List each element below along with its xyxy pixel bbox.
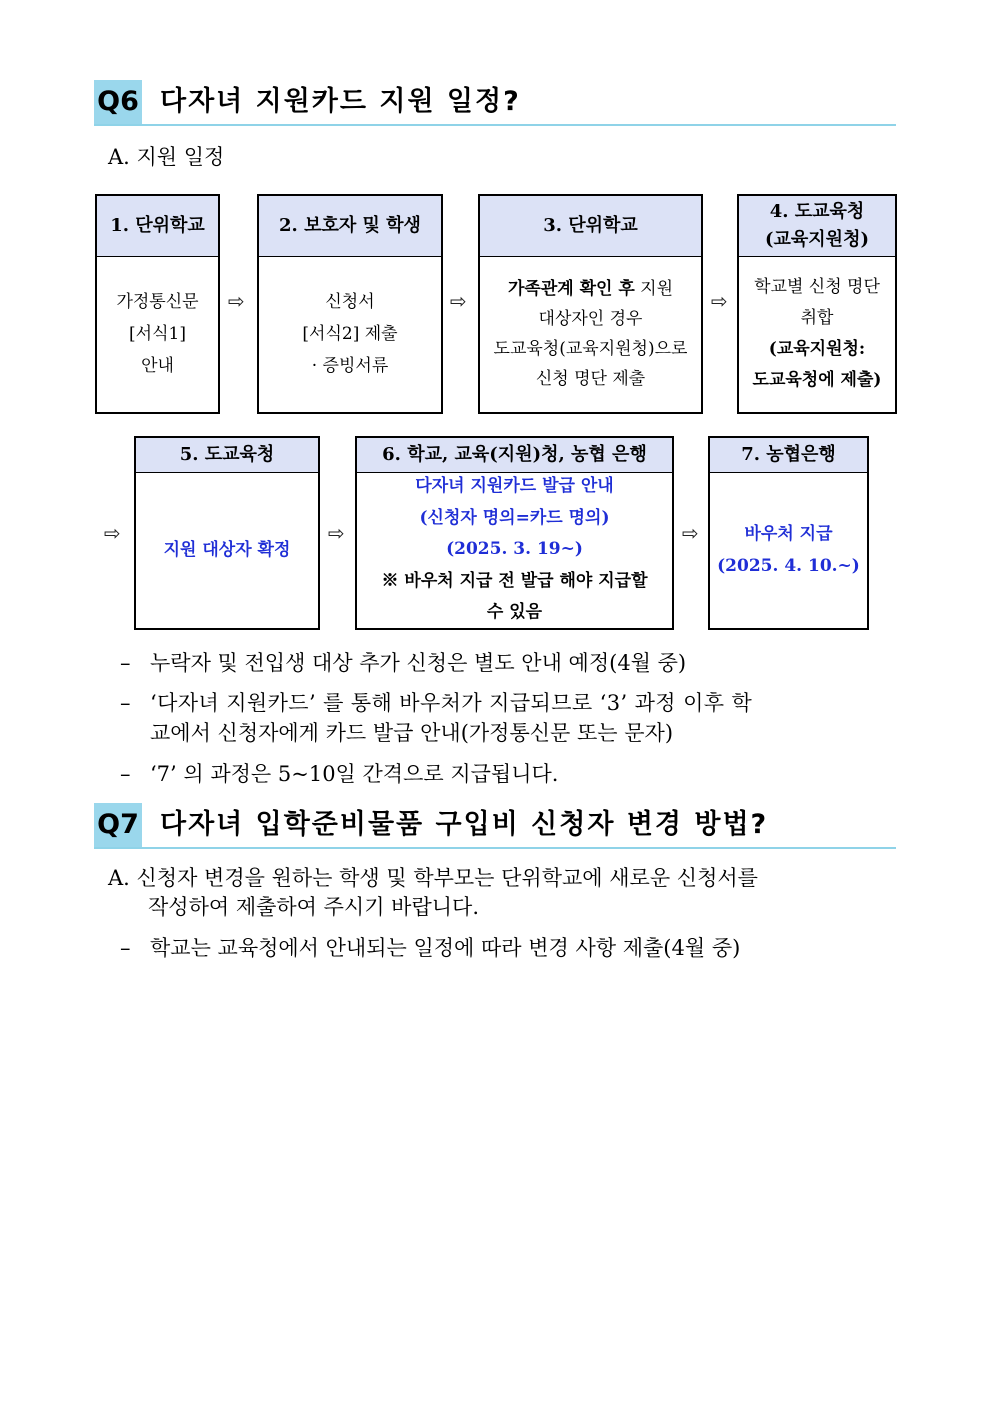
arrow-icon: ⇨ <box>711 289 728 313</box>
note-1: 누락자 및 전입생 대상 추가 신청은 별도 안내 예정(4월 중) <box>150 651 687 675</box>
note-2-cont: 교에서 신청자에게 카드 발급 안내(가정통신문 또는 문자) <box>150 721 674 745</box>
step-6-line: (신청자 명의=카드 명의) <box>419 507 610 528</box>
step-2-title: 2. 보호자 및 학생 <box>279 215 421 236</box>
step-5-line: 지원 대상자 확정 <box>163 540 291 560</box>
step-4-line: 취합 <box>800 308 834 328</box>
step-5-header <box>136 438 318 473</box>
step-7-line: (2025. 4. 10.~) <box>717 556 860 576</box>
q7-note: 학교는 교육청에서 안내되는 일정에 따라 변경 사항 제출(4월 중) <box>150 936 741 960</box>
step-5-body <box>136 472 318 628</box>
step-1-line: 안내 <box>141 356 174 376</box>
q7-answer-line1: A. 신청자 변경을 원하는 학생 및 학부모는 단위학교에 새로운 신청서를 <box>108 866 758 890</box>
step-3-line: 대상자인 경우 <box>538 309 643 329</box>
step-6-line: 다자녀 지원카드 발급 안내 <box>415 476 614 497</box>
step-6-title: 6. 학교, 교육(지원)청, 농협 은행 <box>382 444 647 465</box>
step-3-line <box>508 274 673 304</box>
step-4-title: 4. 도교육청 <box>769 201 865 222</box>
step-5-box <box>134 436 320 630</box>
step-7-title: 7. 농협은행 <box>741 444 836 465</box>
step-7-box <box>708 436 869 630</box>
step-7-body <box>710 472 867 628</box>
bullet-dash: – <box>120 651 131 675</box>
bullet-dash: – <box>120 762 131 786</box>
step-2-header <box>259 196 441 257</box>
step-6-box <box>355 436 674 630</box>
step-2-box <box>257 194 443 414</box>
step-1-header <box>97 196 218 257</box>
step-4-box <box>737 194 897 414</box>
step-4-body <box>739 256 895 412</box>
step-5-title: 5. 도교육청 <box>179 444 275 465</box>
step-7-line: 바우처 지급 <box>744 524 833 544</box>
step-6-line: 수 있음 <box>486 602 543 623</box>
step-3-rest: 지원 <box>634 279 674 299</box>
step-3-bold: 가족관계 확인 후 <box>507 279 635 299</box>
note-3: ‘7’ 의 과정은 5~10일 간격으로 지급됩니다. <box>150 762 559 786</box>
step-1-line: 가정통신문 <box>116 292 199 312</box>
q7-badge: Q7 <box>94 803 142 847</box>
q6-title: 다자녀 지원카드 지원 일정? <box>160 86 521 117</box>
step-2-line: · 증빙서류 <box>311 356 389 376</box>
arrow-icon: ⇨ <box>104 521 121 545</box>
step-6-body <box>357 472 672 628</box>
step-4-header <box>739 196 895 257</box>
step-3-box <box>478 194 703 414</box>
note-2: ‘다자녀 지원카드’ 를 통해 바우처가 지급되므로 ‘3’ 과정 이후 학 <box>150 691 753 715</box>
arrow-icon: ⇨ <box>682 521 699 545</box>
step-3-header <box>480 196 701 257</box>
q6-answer: A. 지원 일정 <box>108 145 225 169</box>
step-7-header <box>710 438 867 473</box>
step-2-line: [서식2] 제출 <box>302 324 398 344</box>
bullet-dash: – <box>120 936 131 960</box>
q6-heading <box>94 80 896 126</box>
bullet-dash: – <box>120 691 131 715</box>
step-1-title: 1. 단위학교 <box>110 215 205 236</box>
step-2-body <box>259 256 441 412</box>
step-3-body <box>480 256 701 412</box>
q7-heading <box>94 803 896 849</box>
step-1-line: [서식1] <box>129 324 186 344</box>
step-3-line: 신청 명단 제출 <box>535 369 646 389</box>
step-6-line: (2025. 3. 19~) <box>446 539 583 560</box>
step-1-body <box>97 256 218 412</box>
step-4-subtitle: (교육지원청) <box>765 229 869 250</box>
step-1-box <box>95 194 220 414</box>
step-6-header <box>357 438 672 473</box>
arrow-icon: ⇨ <box>450 289 467 313</box>
step-3-line: 도교육청(교육지원청)으로 <box>493 339 688 359</box>
step-6-line: ※ 바우처 지급 전 발급 해야 지급할 <box>381 570 648 591</box>
arrow-icon: ⇨ <box>328 521 345 545</box>
step-4-line: (교육지원청: <box>768 339 866 359</box>
q7-answer-line2: 작성하여 제출하여 주시기 바랍니다. <box>148 895 479 919</box>
q7-title: 다자녀 입학준비물품 구입비 신청자 변경 방법? <box>160 809 769 840</box>
step-4-line: 학교별 신청 명단 <box>754 277 880 297</box>
step-2-line: 신청서 <box>325 292 375 312</box>
arrow-icon: ⇨ <box>228 289 245 313</box>
step-3-title: 3. 단위학교 <box>543 215 638 236</box>
q6-badge: Q6 <box>94 80 142 124</box>
step-4-line: 도교육청에 제출) <box>752 370 882 390</box>
